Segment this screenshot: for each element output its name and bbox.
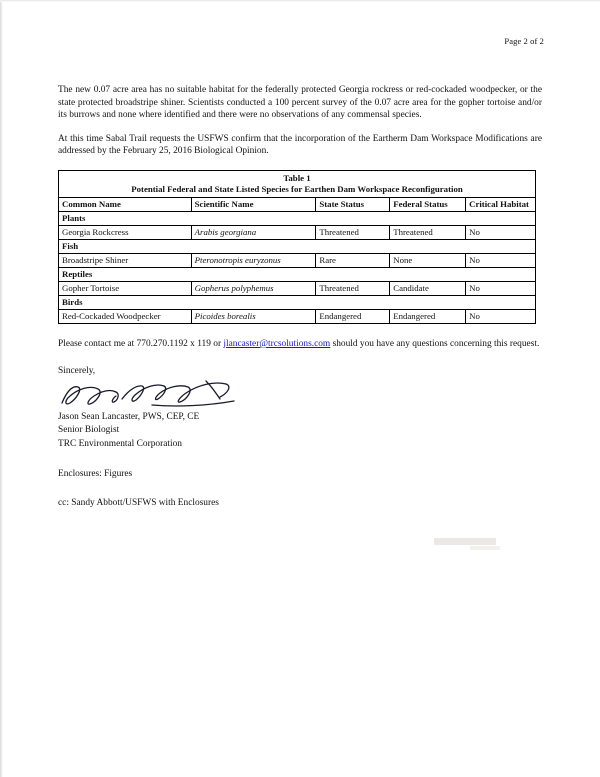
signature-image	[56, 375, 276, 417]
cell-federal-status: None	[390, 253, 466, 267]
table-subtitle-row	[59, 184, 536, 198]
table-group-row	[59, 295, 536, 309]
column-header-critical-habitat: Critical Habitat	[466, 197, 536, 211]
cell-state-status: Threatened	[316, 281, 390, 295]
table-title: Table 1	[59, 170, 536, 184]
contact-text-after: should you have any questions concerning this request.	[330, 338, 540, 349]
scan-artifact-mark-secondary	[470, 546, 500, 550]
table-row	[59, 281, 536, 295]
table-group-row	[59, 211, 536, 225]
cell-critical-habitat: No	[466, 225, 536, 239]
table-row	[59, 309, 536, 323]
cell-state-status: Rare	[316, 253, 390, 267]
page-number-header: Page 2 of 2	[504, 36, 544, 46]
table-subtitle: Potential Federal and State Listed Species for Earthen Dam Workspace Reconfiguration	[59, 184, 536, 198]
table-row	[59, 225, 536, 239]
cell-scientific-name: Pteronotropis euryzonus	[191, 253, 316, 267]
signer-company: TRC Environmental Corporation	[58, 438, 182, 449]
cell-common-name: Red-Cockaded Woodpecker	[59, 309, 192, 323]
group-label-reptiles: Reptiles	[59, 267, 536, 281]
cell-federal-status: Threatened	[390, 225, 466, 239]
signature-area	[58, 377, 542, 411]
cell-scientific-name: Gopherus polyphemus	[191, 281, 316, 295]
enclosures-line: Enclosures: Figures	[58, 468, 133, 479]
signer-name: Jason Sean Lancaster, PWS, CEP, CE	[58, 412, 200, 423]
page-edge-shadow-left	[0, 0, 3, 777]
signer-title: Senior Biologist	[58, 425, 120, 436]
table-row	[59, 253, 536, 267]
group-label-birds: Birds	[59, 295, 536, 309]
cell-scientific-name: Picoides borealis	[191, 309, 316, 323]
document-body	[58, 84, 542, 510]
column-header-state-status: State Status	[316, 197, 390, 211]
column-header-common-name: Common Name	[59, 197, 192, 211]
cell-critical-habitat: No	[466, 253, 536, 267]
species-table-wrapper	[58, 170, 536, 324]
group-label-fish: Fish	[59, 239, 536, 253]
cell-state-status: Endangered	[316, 309, 390, 323]
contact-text-before: Please contact me at 770.270.1192 x 119 or	[58, 338, 224, 349]
cell-federal-status: Candidate	[390, 281, 466, 295]
species-table	[58, 170, 536, 324]
group-label-plants: Plants	[59, 211, 536, 225]
salutation-closing: Sincerely,	[58, 365, 96, 376]
cc-line: cc: Sandy Abbott/USFWS with Enclosures	[58, 498, 219, 509]
table-group-row	[59, 267, 536, 281]
cell-critical-habitat: No	[466, 281, 536, 295]
table-title-row	[59, 170, 536, 184]
table-column-headers	[59, 197, 536, 211]
table-group-row	[59, 239, 536, 253]
scan-artifact-mark	[434, 538, 496, 545]
email-link[interactable]: jlancaster@trcsolutions.com	[223, 338, 331, 349]
cell-common-name: Georgia Rockcress	[59, 225, 192, 239]
cell-state-status: Threatened	[316, 225, 390, 239]
contact-paragraph	[58, 338, 542, 351]
cell-critical-habitat: No	[466, 309, 536, 323]
cell-federal-status: Endangered	[390, 309, 466, 323]
page-edge-shadow-top	[0, 0, 600, 2]
cell-scientific-name: Arabis georgiana	[191, 225, 316, 239]
cell-common-name: Gopher Tortoise	[59, 281, 192, 295]
column-header-scientific-name: Scientific Name	[191, 197, 316, 211]
column-header-federal-status: Federal Status	[390, 197, 466, 211]
paragraph-request: At this time Sabal Trail requests the USFWS confirm that the incorporation of the Eartherm Dam Workspace Modifications are addressed by the February 25, 2016 Biological Opinion.	[58, 133, 542, 157]
cell-common-name: Broadstripe Shiner	[59, 253, 192, 267]
paragraph-habitat: The new 0.07 acre area has no suitable habitat for the federally protected Georgia rockress or red-cockaded woodpecker, or the state protected broadstripe shiner. Scientists conducted a 100 percent survey of the 0.07 acre area for the gopher tortoise and/or its burrows and none where identified and there were no observations of any commensal species.	[58, 85, 542, 121]
